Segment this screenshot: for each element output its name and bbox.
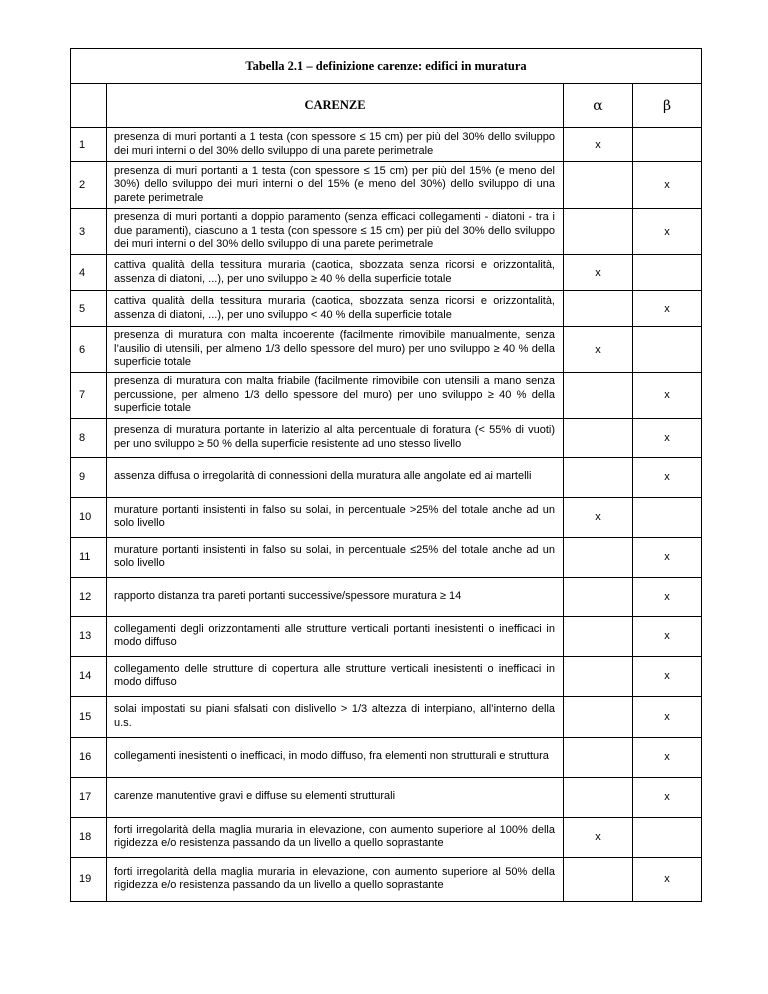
row-number: 2 bbox=[71, 162, 107, 209]
alpha-mark bbox=[564, 457, 633, 497]
header-alpha: α bbox=[564, 84, 633, 128]
beta-mark: x bbox=[633, 537, 702, 577]
row-number: 4 bbox=[71, 255, 107, 291]
row-description: presenza di muratura con malta friabile (facilmente rimovibile con utensili a mano senza percussione, per almeno 1/3 dello spessore del muro) per uno sviluppo ≥ 40 % della superficie totale bbox=[107, 373, 564, 419]
row-description: forti irregolarità della maglia muraria in elevazione, con aumento superiore al 50% della rigidezza e/o resistenza passando da un livello a quello soprastante bbox=[107, 857, 564, 901]
beta-mark: x bbox=[633, 737, 702, 777]
table-title: Tabella 2.1 – definizione carenze: edifici in muratura bbox=[71, 49, 702, 84]
table-row bbox=[71, 291, 702, 327]
row-number: 11 bbox=[71, 537, 107, 577]
row-number: 18 bbox=[71, 817, 107, 857]
row-number: 12 bbox=[71, 577, 107, 616]
alpha-mark bbox=[564, 162, 633, 209]
row-description: murature portanti insistenti in falso su solai, in percentuale ≤25% del totale anche ad un solo livello bbox=[107, 537, 564, 577]
row-number: 5 bbox=[71, 291, 107, 327]
alpha-mark bbox=[564, 537, 633, 577]
row-number: 17 bbox=[71, 777, 107, 817]
alpha-mark: x bbox=[564, 497, 633, 537]
row-number: 1 bbox=[71, 128, 107, 162]
beta-mark: x bbox=[633, 209, 702, 255]
row-description: presenza di muri portanti a 1 testa (con spessore ≤ 15 cm) per più del 15% (e meno del 30%) dello sviluppo dei muri interni o del 15% (e meno del 30%) dello sviluppo di una parete perimetrale bbox=[107, 162, 564, 209]
alpha-mark bbox=[564, 418, 633, 457]
row-description: collegamento delle strutture di copertura alle strutture verticali inesistenti o inefficaci in modo diffuso bbox=[107, 656, 564, 696]
beta-mark: x bbox=[633, 291, 702, 327]
beta-mark: x bbox=[633, 656, 702, 696]
row-description: presenza di muratura portante in laterizio al alta percentuale di foratura (< 55% di vuoti) per uno sviluppo ≥ 50 % della superficie resistente ad uno stesso livello bbox=[107, 418, 564, 457]
table-row bbox=[71, 128, 702, 162]
alpha-mark: x bbox=[564, 255, 633, 291]
alpha-mark: x bbox=[564, 128, 633, 162]
alpha-mark bbox=[564, 857, 633, 901]
alpha-mark bbox=[564, 209, 633, 255]
beta-mark bbox=[633, 128, 702, 162]
carenze-table bbox=[70, 48, 702, 902]
row-number: 7 bbox=[71, 373, 107, 419]
alpha-mark bbox=[564, 291, 633, 327]
alpha-mark bbox=[564, 577, 633, 616]
alpha-mark bbox=[564, 616, 633, 656]
alpha-mark bbox=[564, 656, 633, 696]
row-description: cattiva qualità della tessitura muraria (caotica, sbozzata senza ricorsi e orizzontalità, assenza di diatoni, ...), per uno sviluppo ≥ 40 % della superficie totale bbox=[107, 255, 564, 291]
header-beta: β bbox=[633, 84, 702, 128]
beta-mark: x bbox=[633, 777, 702, 817]
header-row bbox=[71, 84, 702, 128]
row-description: rapporto distanza tra pareti portanti successive/spessore muratura ≥ 14 bbox=[107, 577, 564, 616]
row-description: collegamenti inesistenti o inefficaci, in modo diffuso, fra elementi non strutturali e struttura bbox=[107, 737, 564, 777]
table-row bbox=[71, 209, 702, 255]
alpha-mark bbox=[564, 777, 633, 817]
beta-mark bbox=[633, 497, 702, 537]
table-row bbox=[71, 537, 702, 577]
beta-mark: x bbox=[633, 418, 702, 457]
header-carenze: CARENZE bbox=[107, 84, 564, 128]
row-description: murature portanti insistenti in falso su solai, in percentuale >25% del totale anche ad un solo livello bbox=[107, 497, 564, 537]
row-number: 9 bbox=[71, 457, 107, 497]
row-number: 15 bbox=[71, 696, 107, 737]
table-row bbox=[71, 497, 702, 537]
row-number: 14 bbox=[71, 656, 107, 696]
table-row bbox=[71, 373, 702, 419]
table-row bbox=[71, 696, 702, 737]
alpha-mark bbox=[564, 696, 633, 737]
row-description: solai impostati su piani sfalsati con dislivello > 1/3 altezza di interpiano, all’interno della u.s. bbox=[107, 696, 564, 737]
table-row bbox=[71, 418, 702, 457]
alpha-mark bbox=[564, 373, 633, 419]
table-row bbox=[71, 817, 702, 857]
row-number: 10 bbox=[71, 497, 107, 537]
row-description: cattiva qualità della tessitura muraria (caotica, sbozzata senza ricorsi e orizzontalità, assenza di diatoni, ...), per uno sviluppo < 40 % della superficie totale bbox=[107, 291, 564, 327]
row-description: forti irregolarità della maglia muraria in elevazione, con aumento superiore al 100% della rigidezza e/o resistenza passando da un livello a quello soprastante bbox=[107, 817, 564, 857]
table-row bbox=[71, 457, 702, 497]
beta-mark bbox=[633, 255, 702, 291]
table-row bbox=[71, 162, 702, 209]
beta-mark: x bbox=[633, 857, 702, 901]
beta-mark: x bbox=[633, 696, 702, 737]
alpha-mark: x bbox=[564, 817, 633, 857]
row-description: collegamenti degli orizzontamenti alle strutture verticali portanti inesistenti o inefficaci in modo diffuso bbox=[107, 616, 564, 656]
row-number: 16 bbox=[71, 737, 107, 777]
table-row bbox=[71, 577, 702, 616]
beta-mark: x bbox=[633, 616, 702, 656]
table-row bbox=[71, 656, 702, 696]
table-row bbox=[71, 616, 702, 656]
table-row bbox=[71, 255, 702, 291]
row-description: assenza diffusa o irregolarità di connessioni della muratura alle angolate ed ai martelli bbox=[107, 457, 564, 497]
beta-mark bbox=[633, 817, 702, 857]
beta-mark: x bbox=[633, 162, 702, 209]
row-description: presenza di muri portanti a 1 testa (con spessore ≤ 15 cm) per più del 30% dello sviluppo dei muri interni o del 30% dello sviluppo di una parete perimetrale bbox=[107, 128, 564, 162]
row-description: presenza di muri portanti a doppio paramento (senza efficaci collegamenti - diatoni - tra i due paramenti), ciascuno a 1 testa (con spessore ≤ 15 cm) per più del 30% dello sviluppo dei muri interni o del 30% dello sviluppo di una parete perimetrale bbox=[107, 209, 564, 255]
table-row bbox=[71, 327, 702, 373]
row-number: 13 bbox=[71, 616, 107, 656]
table-row bbox=[71, 737, 702, 777]
table-row bbox=[71, 857, 702, 901]
beta-mark: x bbox=[633, 577, 702, 616]
beta-mark: x bbox=[633, 373, 702, 419]
row-description: carenze manutentive gravi e diffuse su elementi strutturali bbox=[107, 777, 564, 817]
row-number: 6 bbox=[71, 327, 107, 373]
row-number: 19 bbox=[71, 857, 107, 901]
alpha-mark: x bbox=[564, 327, 633, 373]
beta-mark: x bbox=[633, 457, 702, 497]
beta-mark bbox=[633, 327, 702, 373]
header-number-cell bbox=[71, 84, 107, 128]
row-description: presenza di muratura con malta incoerente (facilmente rimovibile manualmente, senza l’ausilio di utensili, per almeno 1/3 dello spessore del muro) per uno sviluppo ≥ 40 % della superficie totale bbox=[107, 327, 564, 373]
row-number: 8 bbox=[71, 418, 107, 457]
row-number: 3 bbox=[71, 209, 107, 255]
alpha-mark bbox=[564, 737, 633, 777]
table-row bbox=[71, 777, 702, 817]
